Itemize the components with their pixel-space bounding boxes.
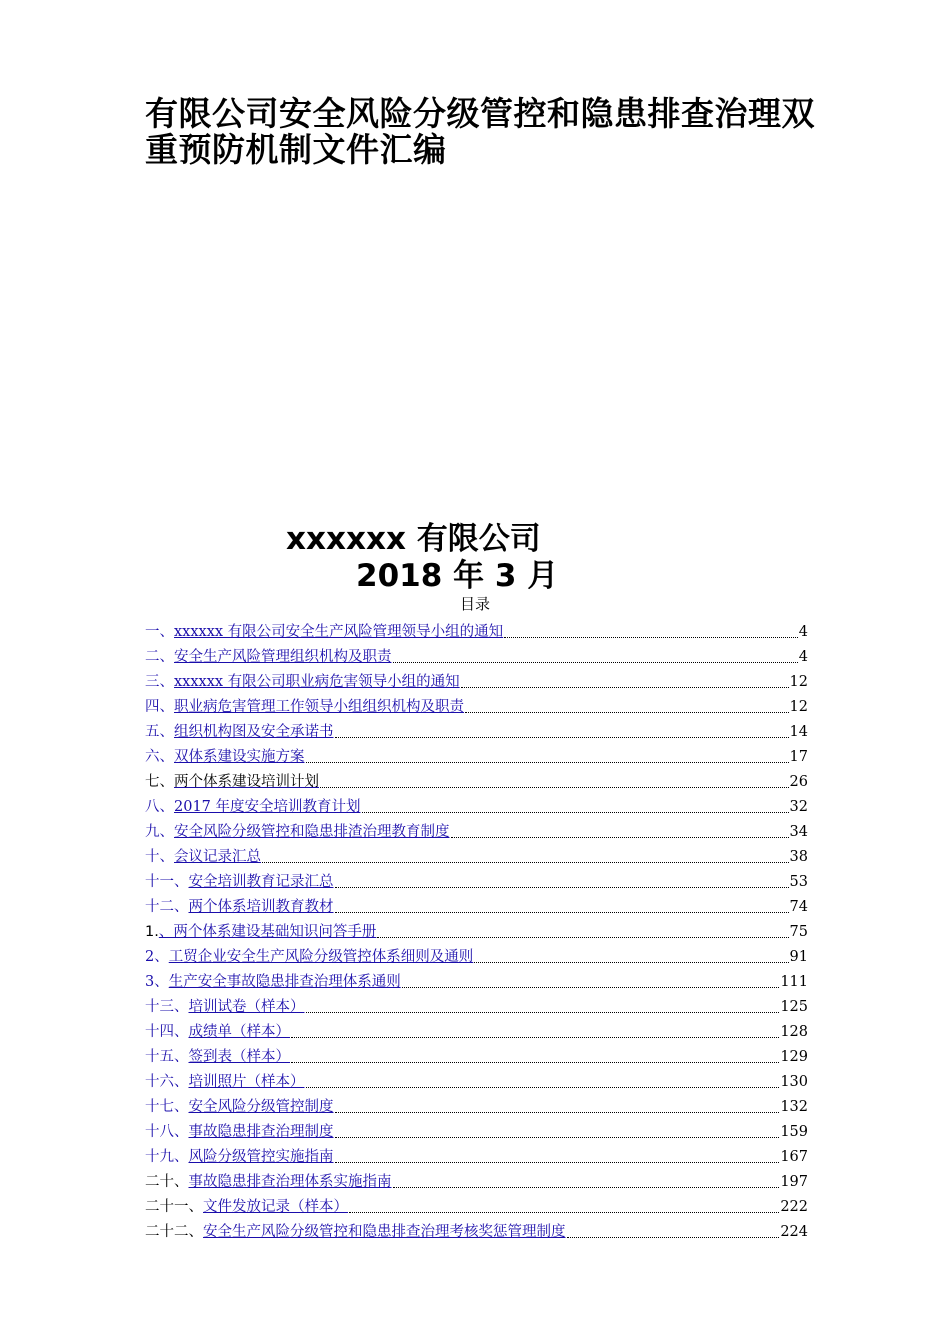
- toc-entry-page: 53: [789, 874, 808, 890]
- toc-entry-number: 一、: [145, 624, 174, 640]
- toc-entry-page: 197: [780, 1174, 808, 1190]
- toc-entry-page: 91: [789, 949, 808, 965]
- toc-entry-page: 125: [780, 999, 808, 1015]
- toc-entry-title[interactable]: 工贸企业安全生产风险分级管控体系细则及通则: [168, 949, 474, 965]
- toc-entry[interactable]: [145, 892, 808, 917]
- toc-leader-dots: [377, 923, 788, 938]
- toc-entry-number: 十七、: [145, 1099, 189, 1115]
- toc-entry-title[interactable]: 组织机构图及安全承诺书: [174, 724, 334, 740]
- toc-entry-number: 六、: [145, 749, 174, 765]
- company-name: xxxxxx 有限公司: [286, 521, 541, 557]
- toc-entry[interactable]: [145, 1042, 808, 1067]
- toc-leader-dots: [335, 898, 789, 913]
- toc-leader-dots: [262, 848, 789, 863]
- toc-leader-dots: [393, 1173, 780, 1188]
- toc-entry[interactable]: [145, 967, 808, 992]
- toc-entry-number: 十三、: [145, 999, 189, 1015]
- document-date: 2018 年 3 月: [356, 558, 559, 594]
- toc-entry-title[interactable]: 文件发放记录（样本）: [203, 1199, 348, 1215]
- toc-entry-title[interactable]: 事故隐患排查治理体系实施指南: [188, 1174, 392, 1190]
- toc-leader-dots: [461, 673, 789, 688]
- toc-entry-page: 222: [780, 1199, 808, 1215]
- toc-entry-title[interactable]: 安全风险分级管控制度: [188, 1099, 334, 1115]
- toc-entry-title[interactable]: 、两个体系建设基础知识问答手册: [158, 924, 377, 940]
- toc-entry-title[interactable]: 签到表（样本）: [188, 1049, 290, 1065]
- toc-entry[interactable]: [145, 1092, 808, 1117]
- toc-entry-number: 十、: [145, 849, 174, 865]
- toc-entry-page: 38: [789, 849, 808, 865]
- toc-entry-number: 二十、: [145, 1174, 189, 1190]
- toc-entry[interactable]: [145, 742, 808, 767]
- toc-entry[interactable]: [145, 1217, 808, 1242]
- toc-entry-page: 17: [789, 749, 808, 765]
- toc-entry-page: 12: [789, 699, 808, 715]
- toc-entry[interactable]: [145, 817, 808, 842]
- toc-leader-dots: [306, 748, 789, 763]
- toc-leader-dots: [362, 798, 789, 813]
- toc-entry-page: 130: [780, 1074, 808, 1090]
- toc-entry[interactable]: [145, 717, 808, 742]
- toc-entry[interactable]: [145, 767, 808, 792]
- toc-entry-number: 四、: [145, 699, 174, 715]
- toc-entry[interactable]: [145, 1167, 808, 1192]
- toc-entry-title[interactable]: 风险分级管控实施指南: [188, 1149, 334, 1165]
- toc-entry-title[interactable]: 会议记录汇总: [174, 849, 261, 865]
- toc-leader-dots: [335, 873, 789, 888]
- toc-entry[interactable]: [145, 992, 808, 1017]
- toc-entry-page: 224: [780, 1224, 808, 1240]
- toc-leader-dots: [393, 648, 798, 663]
- toc-entry-number: 九、: [145, 824, 174, 840]
- toc-entry[interactable]: [145, 1067, 808, 1092]
- toc-leader-dots: [567, 1223, 780, 1238]
- toc-entry-number: 十二、: [145, 899, 189, 915]
- toc-entry-number: 十八、: [145, 1124, 189, 1140]
- toc-entry-page: 74: [789, 899, 808, 915]
- toc-entry[interactable]: [145, 667, 808, 692]
- toc-leader-dots: [451, 823, 789, 838]
- toc-entry-page: 34: [789, 824, 808, 840]
- toc-entry-page: 129: [780, 1049, 808, 1065]
- toc-entry[interactable]: [145, 692, 808, 717]
- toc-entry-title[interactable]: 安全生产风险管理组织机构及职责: [174, 649, 392, 665]
- toc-entry-title[interactable]: xxxxxx 有限公司职业病危害领导小组的通知: [174, 674, 460, 690]
- toc-entry-title[interactable]: 安全风险分级管控和隐患排渣治理教育制度: [174, 824, 450, 840]
- toc-entry-number: 十五、: [145, 1049, 189, 1065]
- toc-entry-page: 167: [780, 1149, 808, 1165]
- toc-entry-page: 128: [780, 1024, 808, 1040]
- toc-entry[interactable]: [145, 792, 808, 817]
- toc-entry-number: 二十二、: [145, 1224, 203, 1240]
- toc-entry-number: 十四、: [145, 1024, 189, 1040]
- toc-leader-dots: [291, 1023, 779, 1038]
- toc-entry-page: 32: [789, 799, 808, 815]
- toc-entry-number: 3、: [145, 974, 169, 990]
- toc-entry-title[interactable]: 职业病危害管理工作领导小组组织机构及职责: [174, 699, 464, 715]
- toc-entry[interactable]: [145, 1117, 808, 1142]
- toc-entry-number: 十九、: [145, 1149, 189, 1165]
- toc-entry-number: 三、: [145, 674, 174, 690]
- toc-entry-title[interactable]: 成绩单（样本）: [188, 1024, 290, 1040]
- toc-leader-dots: [504, 623, 798, 638]
- toc-entry[interactable]: [145, 842, 808, 867]
- toc-leader-dots: [349, 1198, 779, 1213]
- toc-entry[interactable]: [145, 917, 808, 942]
- toc-leader-dots: [335, 1098, 780, 1113]
- toc-entry-title[interactable]: 培训照片（样本）: [188, 1074, 305, 1090]
- toc-entry-page: 4: [798, 624, 808, 640]
- toc-leader-dots: [465, 698, 789, 713]
- toc-leader-dots: [335, 1148, 780, 1163]
- toc-entry-page: 4: [798, 649, 808, 665]
- toc-entry-title[interactable]: 双体系建设实施方案: [174, 749, 305, 765]
- toc-entry-number: 二十一、: [145, 1199, 203, 1215]
- toc-entry-number: 十六、: [145, 1074, 189, 1090]
- toc-entry-page: 14: [789, 724, 808, 740]
- toc-entry-number: 十一、: [145, 874, 189, 890]
- toc-entry-page: 111: [780, 974, 808, 990]
- toc-leader-dots: [320, 773, 789, 788]
- toc-entry-number: 七、: [145, 774, 174, 790]
- toc-entry[interactable]: [145, 1192, 808, 1217]
- document-title: 有限公司安全风险分级管控和隐患排查治理双重预防机制文件汇编: [145, 94, 815, 169]
- toc-entry-page: 26: [789, 774, 808, 790]
- toc-leader-dots: [306, 998, 780, 1013]
- toc-leader-dots: [474, 948, 788, 963]
- toc-entry-title[interactable]: 2017 年度安全培训教育计划: [174, 799, 361, 815]
- toc-entry[interactable]: [145, 642, 808, 667]
- toc-entry-title[interactable]: 安全培训教育记录汇总: [188, 874, 334, 890]
- toc-entry-title[interactable]: 两个体系建设培训计划: [174, 774, 319, 790]
- toc-entry-number: 1.: [145, 924, 159, 940]
- toc-leader-dots: [335, 1123, 780, 1138]
- toc-entry[interactable]: [145, 867, 808, 892]
- toc-leader-dots: [291, 1048, 779, 1063]
- toc-entry-page: 159: [780, 1124, 808, 1140]
- toc-leader-dots: [335, 723, 789, 738]
- toc-leader-dots: [402, 973, 780, 988]
- toc-entry-page: 75: [789, 924, 808, 940]
- toc-heading: 目录: [459, 595, 490, 613]
- toc-entry-number: 八、: [145, 799, 174, 815]
- toc-entry[interactable]: [145, 1017, 808, 1042]
- toc-entry-title[interactable]: 生产安全事故隐患排查治理体系通则: [168, 974, 401, 990]
- toc-entry[interactable]: [145, 942, 808, 967]
- toc-entry-title[interactable]: 安全生产风险分级管控和隐患排查治理考核奖惩管理制度: [203, 1224, 566, 1240]
- toc-entry[interactable]: [145, 1142, 808, 1167]
- toc-entry-title[interactable]: xxxxxx 有限公司安全生产风险管理领导小组的通知: [174, 624, 504, 640]
- toc-entry[interactable]: [145, 617, 808, 642]
- toc-entry-title[interactable]: 两个体系培训教育教材: [188, 899, 334, 915]
- toc-entry-title[interactable]: 培训试卷（样本）: [188, 999, 305, 1015]
- toc-entry-number: 2、: [145, 949, 169, 965]
- toc-entry-title[interactable]: 事故隐患排查治理制度: [188, 1124, 334, 1140]
- toc-leader-dots: [306, 1073, 780, 1088]
- toc-entry-page: 132: [780, 1099, 808, 1115]
- toc-entry-page: 12: [789, 674, 808, 690]
- table-of-contents: [145, 617, 808, 1242]
- toc-entry-number: 五、: [145, 724, 174, 740]
- toc-entry-number: 二、: [145, 649, 174, 665]
